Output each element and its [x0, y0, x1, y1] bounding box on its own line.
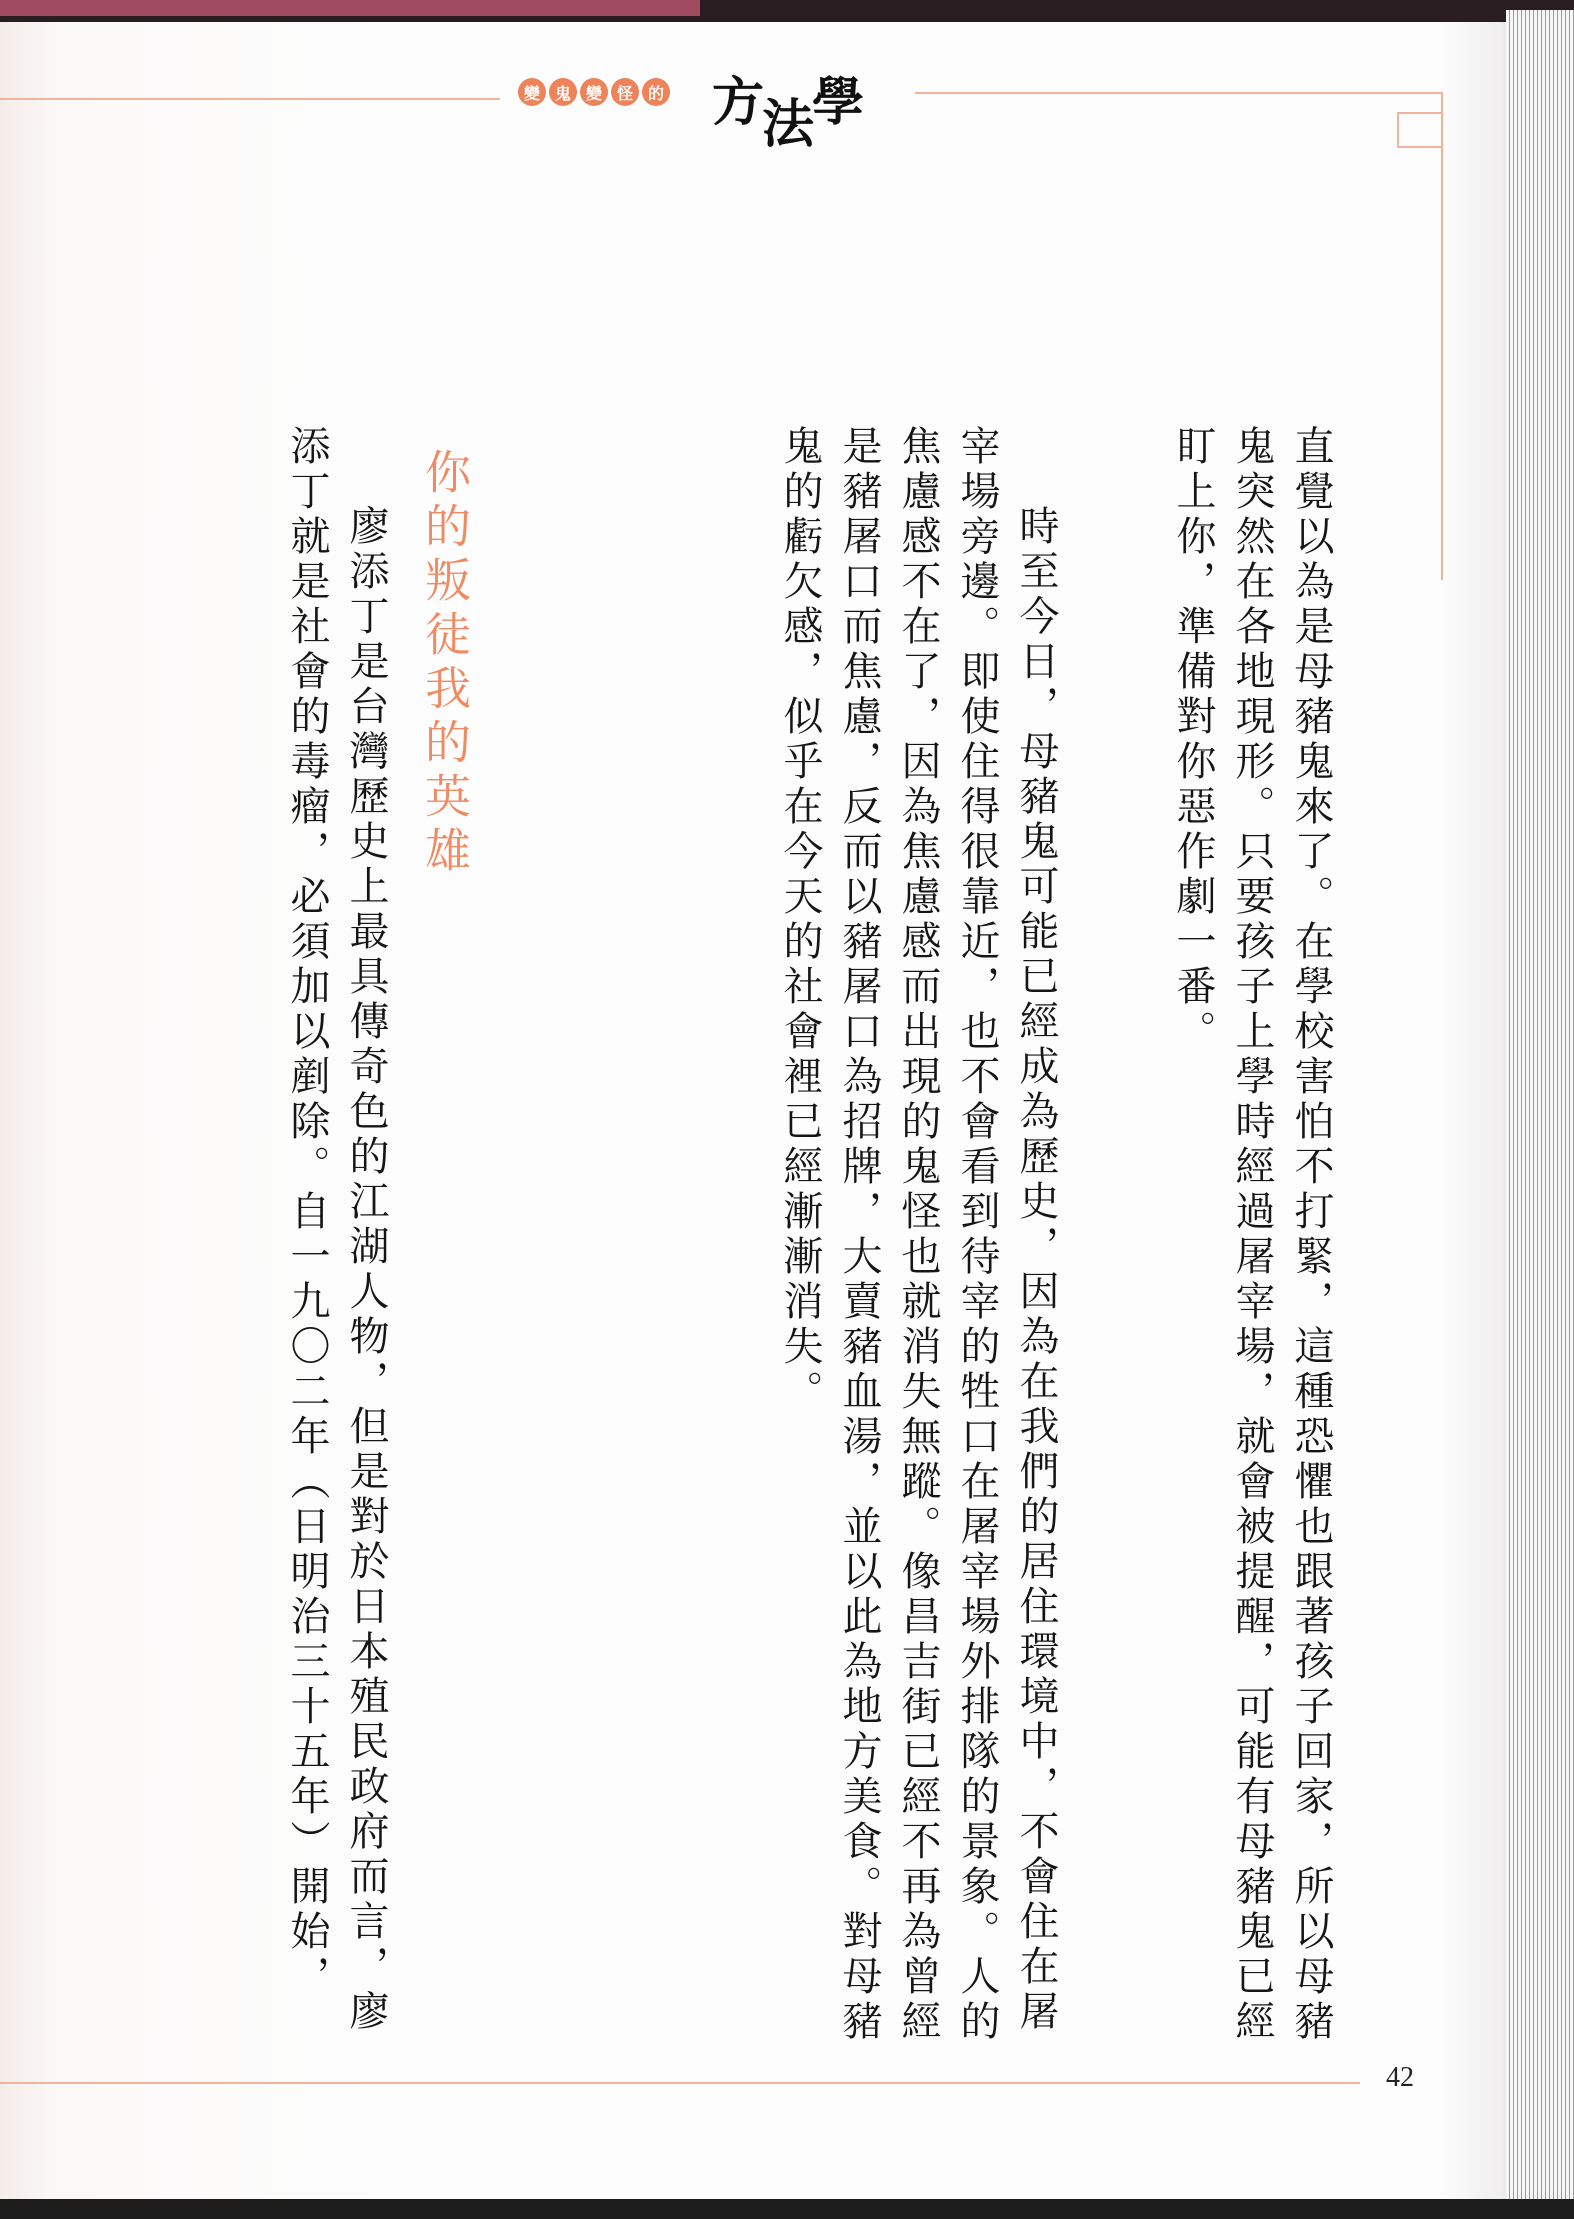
- scan-bottom-strip: [0, 2199, 1574, 2219]
- series-badges: [518, 78, 670, 106]
- header-frame-step-1: [1397, 112, 1443, 114]
- series-badge: 變: [580, 78, 608, 106]
- body-column-2: [670, 425, 1065, 2045]
- book-title-char: 方: [712, 73, 763, 133]
- body-paragraph: 廖添丁是台灣歷史上最具傳奇色的江湖人物，但是對於日本殖民政府而言，廖添丁就是社會的毒瘤，必須加以剷除。自一九〇二年（日明治三十五年）開始，: [284, 425, 389, 2035]
- scan-top-strip: [0, 0, 1574, 22]
- body-paragraph: 直覺以為是母豬鬼來了。在學校害怕不打緊，這種恐懼也跟著孩子回家，所以母豬鬼突然在各地現形。只要孩子上學時經過屠宰場，就會被提醒，可能有母豬鬼已經盯上你，準備對你惡作劇一番。: [1170, 425, 1334, 2045]
- book-cover-edge: [0, 0, 700, 16]
- body-column-3: [225, 425, 395, 2045]
- book-title-char: 學: [812, 73, 863, 133]
- series-badge: 變: [518, 78, 546, 106]
- body-paragraph: 時至今日，母豬鬼可能已經成為歷史，因為在我們的居住環境中，不會住在屠宰場旁邊。即使住得很靠近，也不會看到待宰的牲口在屠宰場外排隊的景象。人的焦慮感不在了，因為焦慮感而出現的鬼怪也就消失無蹤。像昌吉街已經不再為曾經是豬屠口而焦慮，反而以豬屠口為招牌，大賣豬血湯，並以此為地方美食。對母豬鬼的虧欠感，似乎在今天的社會裡已經漸漸消失。: [777, 425, 1059, 2045]
- page-number: 42: [1386, 2062, 1414, 2093]
- series-badge: 鬼: [549, 78, 577, 106]
- section-heading: 你的叛徒我的英雄: [418, 448, 472, 880]
- book-title: [712, 60, 863, 155]
- body-column-1: [1090, 425, 1340, 2045]
- header-frame-step-2: [1397, 112, 1399, 146]
- page-stack-edges: [1506, 10, 1574, 2219]
- book-title-char: 法: [762, 95, 813, 155]
- footer-rule: [0, 2082, 1360, 2084]
- header-rule-left: [0, 98, 500, 100]
- series-badge: 怪: [611, 78, 639, 106]
- header-frame-vertical: [1441, 92, 1443, 580]
- header-rule-right: [915, 92, 1443, 94]
- series-badge: 的: [642, 78, 670, 106]
- header-frame-step-3: [1397, 146, 1443, 148]
